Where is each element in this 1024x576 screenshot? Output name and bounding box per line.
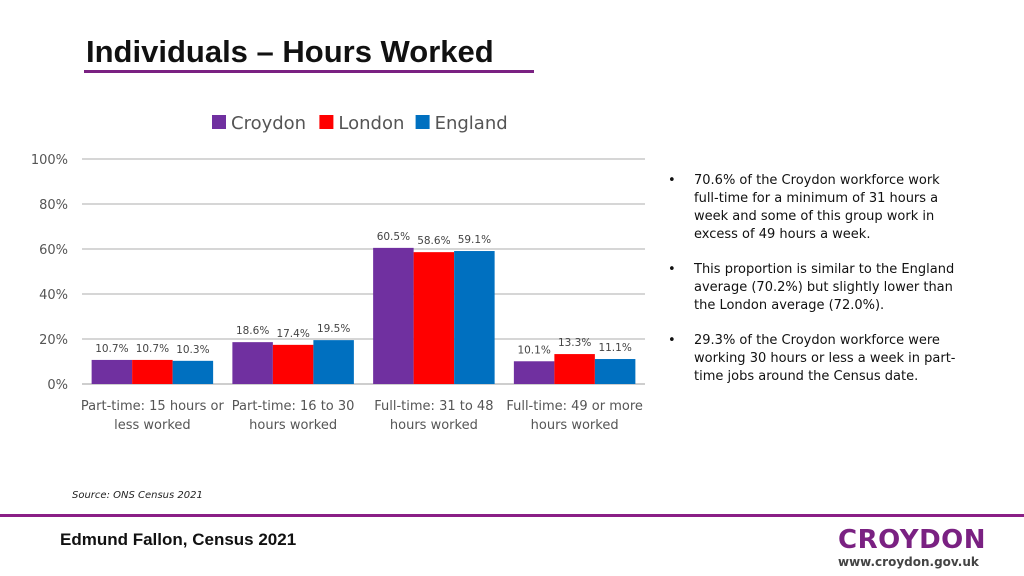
bar (373, 248, 414, 384)
data-label: 60.5% (376, 230, 411, 243)
x-axis (81, 399, 643, 433)
finding-item (668, 172, 958, 244)
legend-label: Croydon (231, 113, 307, 134)
y-tick-label: 100% (30, 153, 68, 168)
bullet-point: • (668, 262, 676, 277)
legend-label: England (434, 113, 508, 134)
bar (232, 342, 273, 384)
finding-text: This proportion is similar to the England average (70.2%) but slightly lower than the London average (72.0%). (694, 262, 955, 313)
finding-item (668, 261, 958, 315)
x-tick-label: Part-time: 16 to 30 (231, 399, 355, 414)
bar (595, 359, 636, 384)
bar (273, 345, 314, 384)
x-tick-label: hours worked (530, 418, 619, 433)
bar (92, 360, 133, 384)
croydon-logo (838, 526, 988, 569)
bar (173, 361, 214, 384)
bar (313, 340, 354, 384)
footer-divider (0, 514, 1024, 517)
key-findings (668, 172, 958, 403)
finding-item (668, 332, 958, 386)
brand-name: CROYDON (838, 525, 987, 555)
data-label: 13.3% (557, 337, 592, 350)
y-tick-label: 20% (39, 333, 68, 348)
data-label: 10.1% (517, 344, 551, 357)
data-label: 10.3% (176, 343, 210, 356)
bar (554, 354, 595, 384)
bar (514, 361, 555, 384)
data-label: 10.7% (95, 342, 129, 355)
x-tick-label: hours worked (389, 418, 478, 433)
data-label: 17.4% (276, 327, 310, 340)
data-label: 18.6% (235, 325, 270, 338)
y-tick-label: 0% (47, 378, 68, 393)
bullet-point: • (668, 173, 676, 188)
bar (132, 360, 173, 384)
x-tick-label: Full-time: 31 to 48 (374, 399, 494, 414)
x-tick-label: Part-time: 15 hours or (80, 399, 224, 414)
finding-text: 70.6% of the Croydon workforce work full-time for a minimum of 31 hours a week and some of this group work in excess of 49 hours a week. (694, 173, 940, 242)
data-label: 10.7% (135, 342, 170, 355)
bar (414, 252, 455, 384)
chart-legend (212, 113, 508, 134)
x-tick-label: Full-time: 49 or more (506, 399, 643, 414)
brand-url: www.croydon.gov.uk (838, 555, 979, 569)
finding-text: 29.3% of the Croydon workforce were working 30 hours or less a week in part-time jobs around the Census date. (694, 333, 956, 384)
title-underline (84, 70, 534, 73)
legend-swatch (416, 115, 430, 129)
x-tick-label: less worked (114, 418, 191, 433)
data-label: 19.5% (316, 323, 351, 336)
y-tick-label: 80% (39, 198, 68, 213)
legend-swatch (319, 115, 333, 129)
y-axis (31, 153, 68, 393)
legend-label: London (338, 113, 405, 134)
data-label: 59.1% (457, 234, 492, 247)
source-note: Source: ONS Census 2021 (72, 490, 203, 501)
legend-swatch (212, 115, 226, 129)
y-tick-label: 60% (39, 243, 68, 258)
bar-chart (0, 100, 660, 480)
page-title: Individuals – Hours Worked (86, 34, 494, 69)
x-tick-label: hours worked (249, 418, 338, 433)
chart-bars (92, 248, 636, 384)
y-tick-label: 40% (39, 288, 68, 303)
data-label: 58.6% (417, 235, 451, 248)
footer-author: Edmund Fallon, Census 2021 (60, 530, 297, 549)
bar (454, 251, 495, 384)
data-label: 11.1% (598, 342, 632, 355)
bullet-point: • (668, 333, 676, 348)
